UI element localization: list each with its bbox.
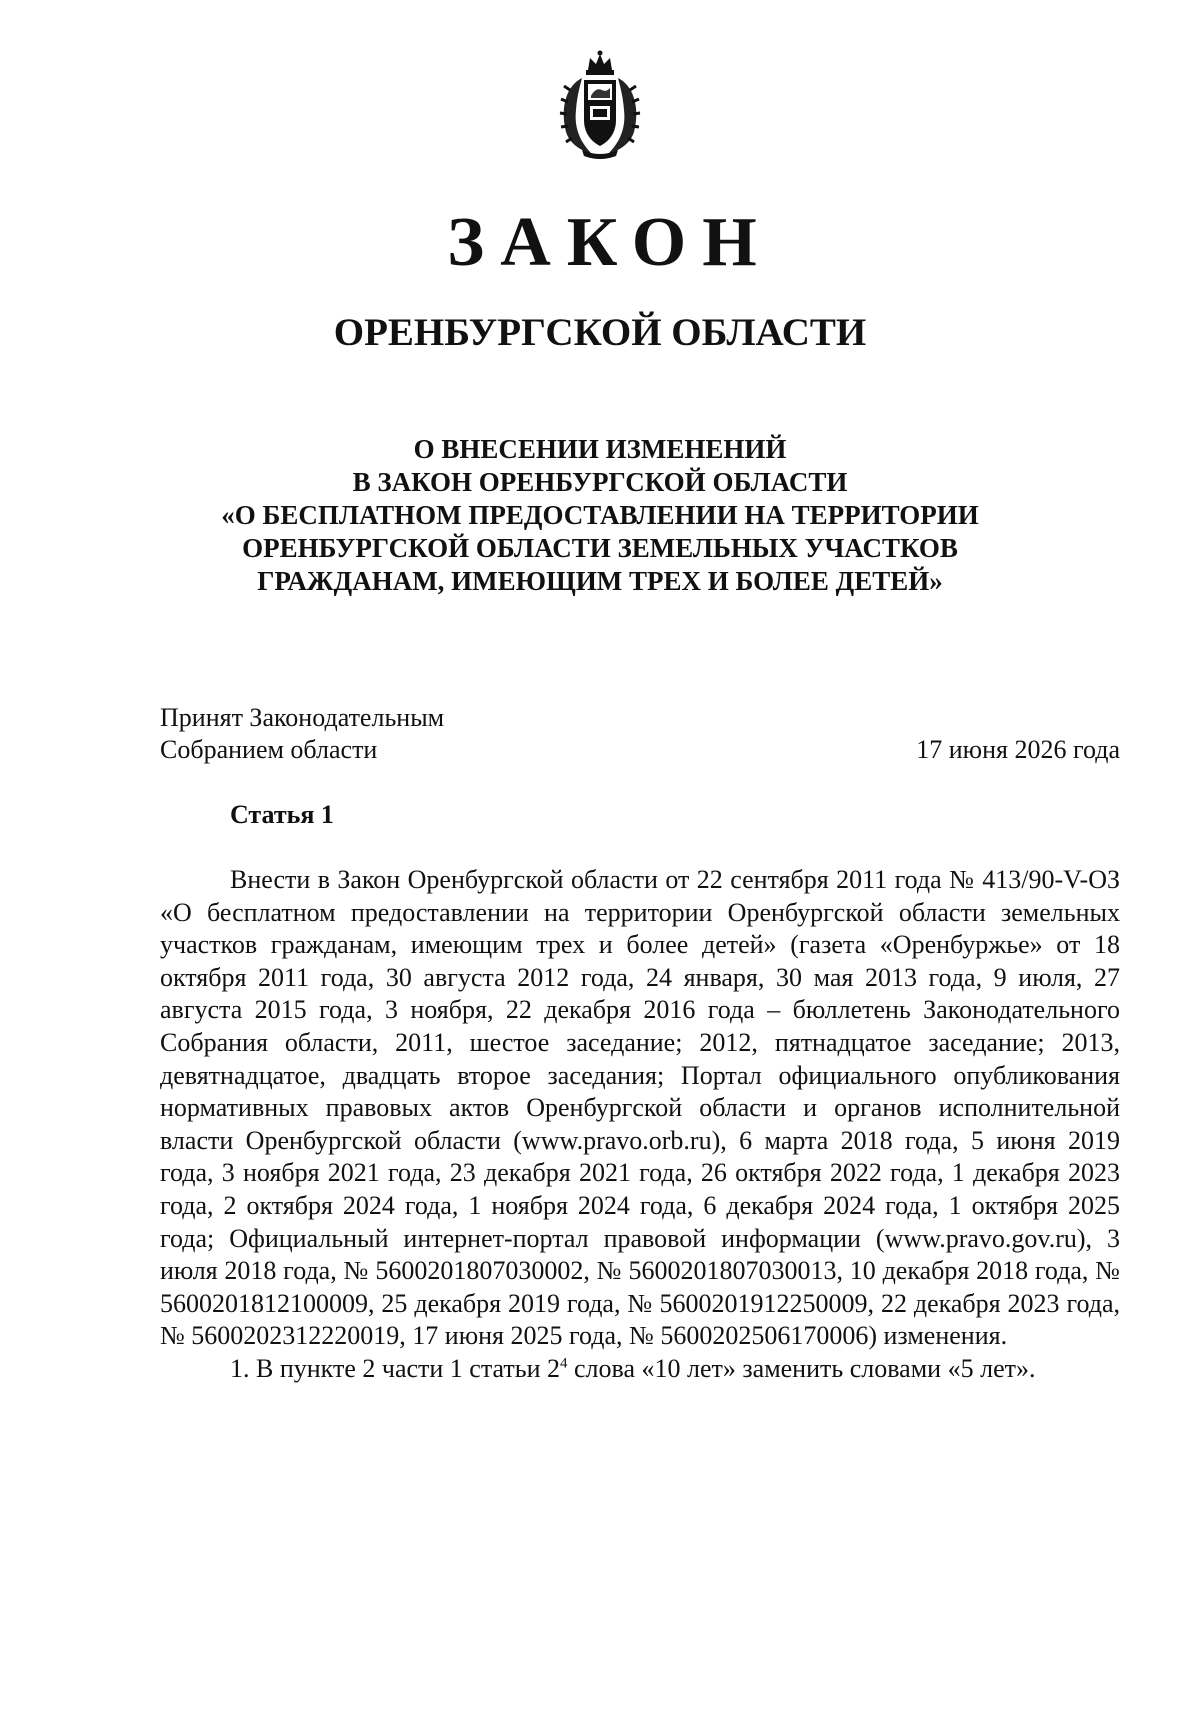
subject-line: ГРАЖДАНАМ, ИМЕЮЩИМ ТРЕХ И БОЛЕЕ ДЕТЕЙ» bbox=[257, 566, 943, 596]
subject-line: О ВНЕСЕНИИ ИЗМЕНЕНИЙ bbox=[413, 434, 787, 464]
adoption-block bbox=[160, 702, 1120, 766]
subject-line: ОРЕНБУРГСКОЙ ОБЛАСТИ ЗЕМЕЛЬНЫХ УЧАСТКОВ bbox=[242, 533, 958, 563]
law-subject bbox=[0, 433, 1200, 598]
subject-line: «О БЕСПЛАТНОМ ПРЕДОСТАВЛЕНИИ НА ТЕРРИТОРИИ bbox=[221, 500, 979, 530]
article-body bbox=[160, 864, 1120, 1386]
adoption-date: 17 июня 2026 года bbox=[916, 735, 1120, 764]
region-title: ОРЕНБУРГСКОЙ ОБЛАСТИ bbox=[333, 311, 867, 354]
adoption-line: Принят Законодательным bbox=[160, 703, 445, 732]
item-text-start: 1. В пункте 2 части 1 статьи 2 bbox=[230, 1353, 561, 1383]
item-text-end: слова «10 лет» заменить словами «5 лет». bbox=[567, 1353, 1036, 1383]
law-title: ЗАКОН bbox=[447, 204, 773, 281]
article-paragraph: Внести в Закон Оренбургской области от 22 сентября 2011 года № 413/90-V-ОЗ «О бесплатном предоставлении на территории Оренбургской области земельных участков гражданам, имеющим трех и более детей» (газета «Оренбуржье» от 18 октября 2011 года, 30 августа 2012 года, 24 января, 30 мая 2013 года, 9 июля, 27 августа 2015 года, 3 ноября, 22 декабря 2016 года – бюллетень Законодательного Собрания области, 2011, шестое заседание; 2012, пятнадцатое заседание; 2013, девятнадцатое, двадцать второе заседания; Портал официального опубликования нормативных правовых актов Оренбургской области и органов исполнительной власти Оренбургской области (www.pravo.orb.ru), 6 марта 2018 года, 5 июня 2019 года, 3 ноября 2021 года, 23 декабря 2021 года, 26 октября 2022 года, 1 декабря 2023 года, 2 октября 2024 года, 1 ноября 2024 года, 6 декабря 2024 года, 1 октября 2025 года; Официальный интернет-портал правовой информации (www.pravo.gov.ru), 3 июля 2018 года, № 5600201807030002, № 5600201807030013, 10 декабря 2018 года, № 5600201812100009, 25 декабря 2019 года, № 5600201912250009, 22 декабря 2023 года, № 5600202312220019, 17 июня 2025 года, № 5600202506170006) изменения. bbox=[160, 865, 1120, 1351]
article-item bbox=[160, 1353, 1120, 1386]
article-heading: Статья 1 bbox=[230, 800, 334, 829]
item-superscript: 4 bbox=[560, 1355, 568, 1372]
adoption-line: Собранием области bbox=[160, 735, 378, 764]
coat-of-arms-icon bbox=[552, 50, 648, 160]
subject-line: В ЗАКОН ОРЕНБУРГСКОЙ ОБЛАСТИ bbox=[352, 467, 848, 497]
